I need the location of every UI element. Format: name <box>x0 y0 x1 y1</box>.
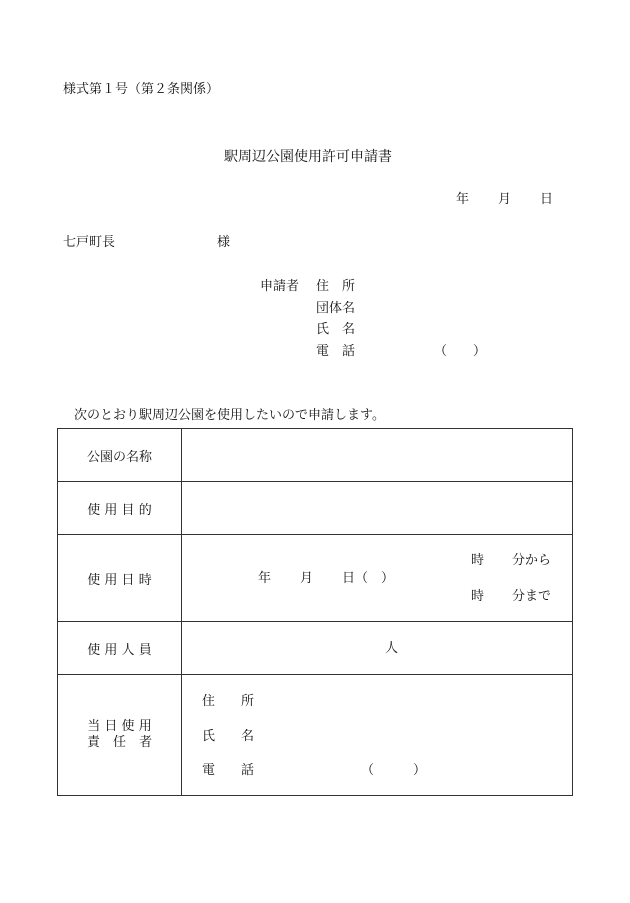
date-year: 年 <box>456 192 470 207</box>
persons-label: 使 用 人 員 <box>58 622 182 675</box>
park-name-label: 公園の名称 <box>58 429 182 482</box>
addressee-name: 七戸町長 <box>63 235 116 250</box>
form-number: 様式第１号（第２条関係） <box>63 82 220 97</box>
datetime-field[interactable] <box>182 535 573 622</box>
responsible-field[interactable] <box>182 675 573 796</box>
applicant-phone-label: 電 話 <box>316 344 356 359</box>
row-park-name <box>58 429 573 482</box>
row-purpose <box>58 482 573 535</box>
datetime-year: 年 <box>258 571 272 586</box>
date-month: 月 <box>498 192 512 207</box>
applicant-address-label: 住 所 <box>316 279 356 294</box>
date-day: 日 <box>540 192 554 207</box>
applicant-label: 申請者 <box>260 279 300 294</box>
intro-text: 次のとおり駅周辺公園を使用したいので申請します。 <box>74 408 385 423</box>
row-datetime <box>58 535 573 622</box>
datetime-from-hour: 時 <box>471 553 485 568</box>
applicant-phone-paren: （ ） <box>434 344 487 359</box>
park-name-field[interactable] <box>182 429 573 482</box>
responsible-address-label: 住 所 <box>202 694 255 709</box>
addressee-honorific: 様 <box>217 235 231 250</box>
application-table <box>57 428 573 796</box>
datetime-label: 使 用 日 時 <box>58 535 182 622</box>
purpose-field[interactable] <box>182 482 573 535</box>
responsible-label-line2: 責 任 者 <box>86 735 152 750</box>
responsible-name-label: 氏 名 <box>202 729 255 744</box>
datetime-to-hour: 時 <box>471 589 485 604</box>
datetime-day-weekday: 日（ ） <box>342 571 395 586</box>
purpose-label: 使 用 目 的 <box>58 482 182 535</box>
applicant-group-label: 団体名 <box>316 301 356 316</box>
persons-field[interactable] <box>182 622 573 675</box>
datetime-month: 月 <box>300 571 314 586</box>
datetime-to-min: 分まで <box>512 589 552 604</box>
row-persons <box>58 622 573 675</box>
applicant-name-label: 氏 名 <box>316 322 356 337</box>
responsible-label-line1: 当 日 使 用 <box>87 719 152 734</box>
responsible-label <box>58 675 182 796</box>
page-title: 駅周辺公園使用許可申請書 <box>224 149 392 165</box>
row-responsible <box>58 675 573 796</box>
persons-unit: 人 <box>385 641 399 656</box>
datetime-from-min: 分から <box>512 553 552 568</box>
responsible-phone-label: 電 話 <box>202 763 255 778</box>
responsible-phone-paren: （ ） <box>361 763 427 778</box>
